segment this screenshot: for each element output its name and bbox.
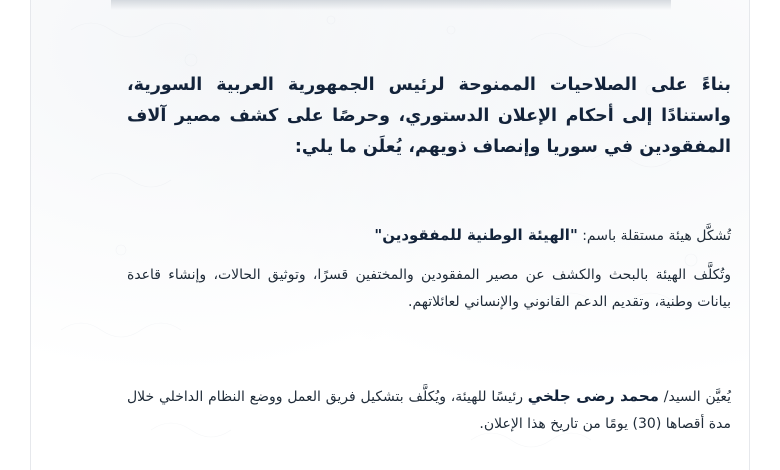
paragraph-formation xyxy=(127,222,731,250)
document-frame xyxy=(30,0,750,470)
appointment-rest: رئيسًا للهيئة، ويُكلَّف بتشكيل فريق العمل ووضع النظام الداخلي خلال مدة أقصاها (30) يومًا من تاريخ هذا الإعلان. xyxy=(127,389,731,432)
commission-name: "الهيئة الوطنية للمفقودين" xyxy=(374,226,578,244)
announcement-body xyxy=(127,0,731,470)
paragraph-mandate: وتُكلَّف الهيئة بالبحث والكشف عن مصير المفقودين والمختفين قسرًا، وتوثيق الحالات، وإنشاء قاعدة بيانات وطنية، وتقديم الدعم القانوني والإنساني لعائلاتهم. xyxy=(127,267,731,310)
appointment-lead: يُعيَّن السيد/ xyxy=(658,389,732,405)
appointee-name: محمد رضى جلخي xyxy=(527,387,659,405)
paragraph-appointment xyxy=(127,383,731,438)
formation-lead: تُشكَّل هيئة مستقلة باسم: xyxy=(577,228,731,244)
intro-paragraph: بناءً على الصلاحيات الممنوحة لرئيس الجمهورية العربية السورية، واستنادًا إلى أحكام الإعلان الدستوري، وحرصًا على كشف مصير آلاف المفقودين في سوريا وإنصاف ذويهم، يُعلَن ما يلي: xyxy=(127,75,731,157)
